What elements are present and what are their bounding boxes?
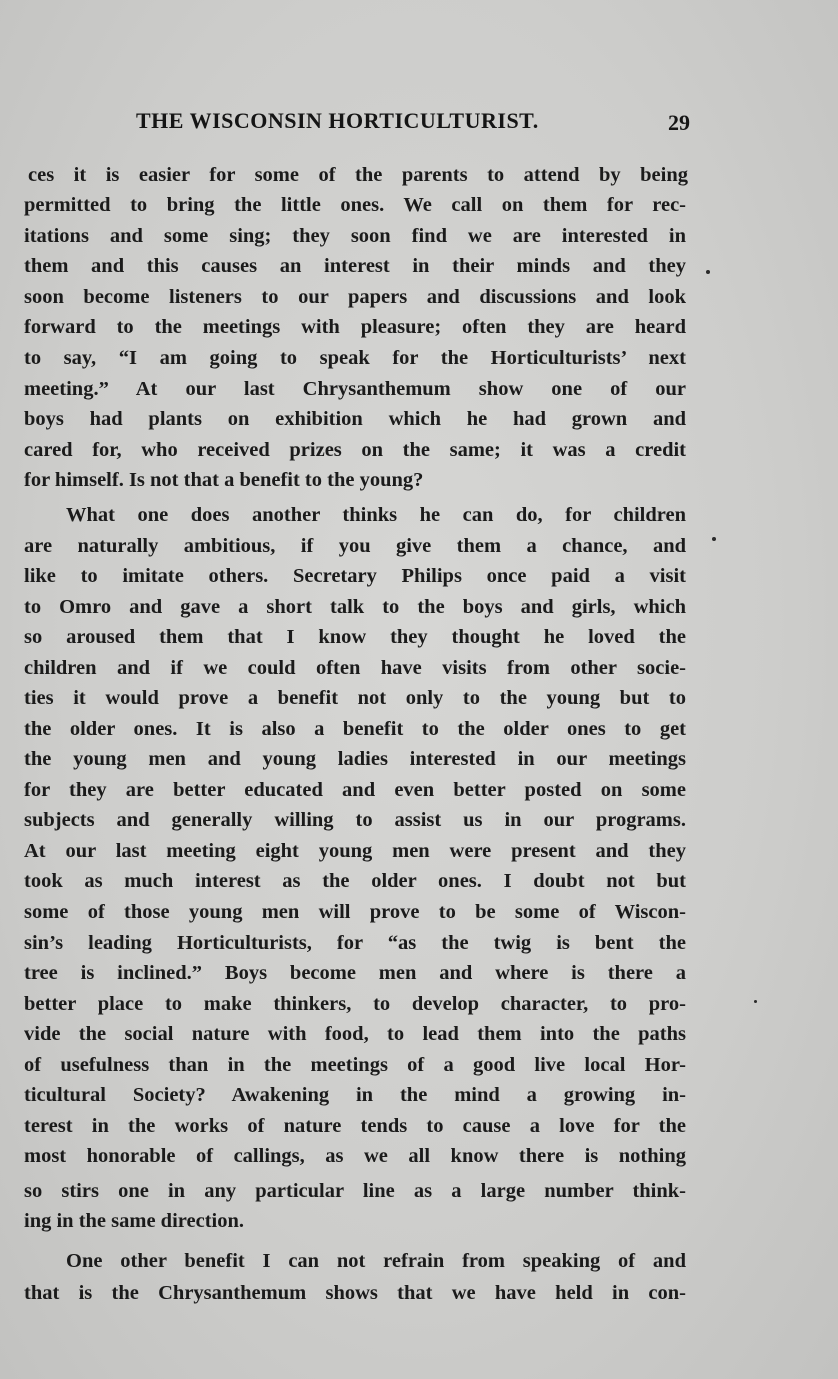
text-line: the young men and young ladies interested in our meetings: [24, 748, 686, 770]
text-line: like to imitate others. Secretary Philips once paid a visit: [24, 565, 686, 587]
text-line: itations and some sing; they soon find we are interested in: [24, 225, 686, 247]
text-line: terest in the works of nature tends to cause a love for the: [24, 1115, 686, 1137]
paragraph-last-line: for himself. Is not that a benefit to the young?: [24, 469, 424, 491]
text-line: vide the social nature with food, to lead them into the paths: [24, 1023, 686, 1045]
text-line: children and if we could often have visits from other socie-: [24, 657, 686, 679]
text-line: to Omro and gave a short talk to the boys and girls, which: [24, 596, 686, 618]
text-line: tree is inclined.” Boys become men and where is there a: [24, 962, 686, 984]
text-line: of usefulness than in the meetings of a good live local Hor-: [24, 1054, 686, 1076]
text-line: boys had plants on exhibition which he had grown and: [24, 408, 686, 430]
text-line: most honorable of callings, as we all know there is nothing: [24, 1145, 686, 1167]
text-line: so aroused them that I know they thought he loved the: [24, 626, 686, 648]
text-line: for they are better educated and even better posted on some: [24, 779, 686, 801]
text-line: better place to make thinkers, to develop character, to pro-: [24, 993, 686, 1015]
text-line: ces it is easier for some of the parents to attend by being: [28, 164, 688, 186]
text-line: ties it would prove a benefit not only to the young but to: [24, 687, 686, 709]
text-line: soon become listeners to our papers and discussions and look: [24, 286, 686, 308]
text-line: so stirs one in any particular line as a large number think-: [24, 1180, 686, 1202]
text-line: subjects and generally willing to assist us in our programs.: [24, 809, 686, 831]
text-line: are naturally ambitious, if you give them a chance, and: [24, 535, 686, 557]
text-line: At our last meeting eight young men were present and they: [24, 840, 686, 862]
text-line: took as much interest as the older ones. I doubt not but: [24, 870, 686, 892]
print-speck: [712, 537, 716, 541]
text-line: that is the Chrysanthemum shows that we have held in con-: [24, 1282, 686, 1304]
paragraph-last-line: ing in the same direction.: [24, 1210, 244, 1232]
page-number: 29: [668, 110, 690, 135]
text-line: to say, “I am going to speak for the Horticulturists’ next: [24, 347, 686, 369]
text-line: some of those young men will prove to be some of Wiscon-: [24, 901, 686, 923]
text-line: the older ones. It is also a benefit to the older ones to get: [24, 718, 686, 740]
running-head-title: THE WISCONSIN HORTICULTURIST.: [136, 108, 539, 133]
paragraph-first-line: One other benefit I can not refrain from speaking of and: [66, 1250, 686, 1272]
text-line: sin’s leading Horticulturists, for “as the twig is bent the: [24, 932, 686, 954]
print-speck: [754, 1000, 757, 1003]
text-line: permitted to bring the little ones. We call on them for rec-: [24, 194, 686, 216]
text-line: meeting.” At our last Chrysanthemum show one of our: [24, 378, 686, 400]
text-line: ticultural Society? Awakening in the mind a growing in-: [24, 1084, 686, 1106]
text-line: them and this causes an interest in their minds and they: [24, 255, 686, 277]
text-line: forward to the meetings with pleasure; often they are heard: [24, 316, 686, 338]
text-line: cared for, who received prizes on the same; it was a credit: [24, 439, 686, 461]
print-speck: [706, 270, 710, 274]
paragraph-first-line: What one does another thinks he can do, for children: [66, 504, 686, 526]
